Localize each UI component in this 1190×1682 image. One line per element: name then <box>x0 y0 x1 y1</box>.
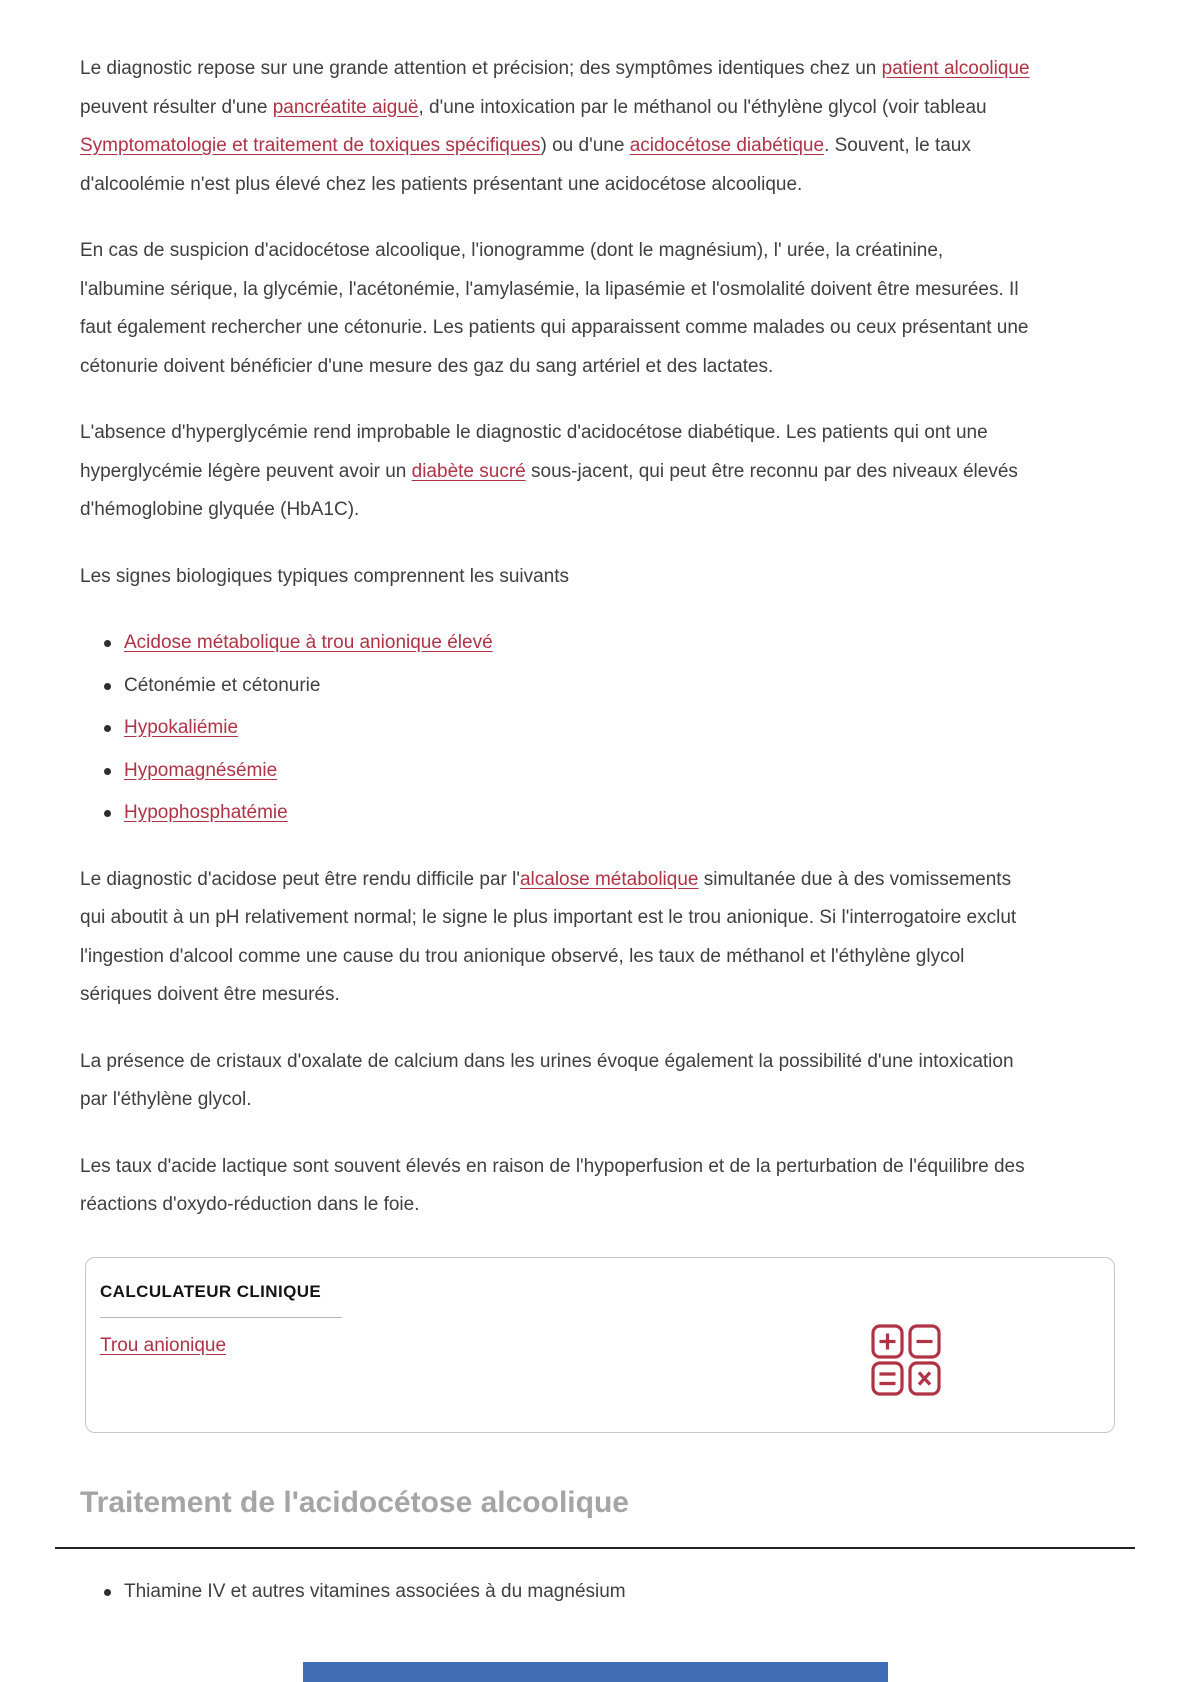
paragraph <box>80 861 1030 1015</box>
list-item <box>124 752 1030 791</box>
paragraph-text: La présence de cristaux d'oxalate de calcium dans les urines évoque également la possibilité d'une intoxication par l'éthylène glycol. <box>80 1050 1014 1110</box>
list-item <box>124 1573 1030 1612</box>
inline-link[interactable]: pancréatite aiguë <box>272 96 419 118</box>
paragraph-text: En cas de suspicion d'acidocétose alcoolique, l'ionogramme (dont le magnésium), l' urée, la créatinine, l'albumine sérique, la glycémie, l'acétonémie, l'amylasémie, la lipasémie et l'osmolalité doivent être mesurées. Il faut également rechercher une cétonurie. Les patients qui apparaissent comme malades ou ceux présentant une cétonurie doivent bénéficier d'une mesure des gaz du sang artériel et des lactates. <box>80 240 1029 377</box>
diagnosis-paragraphs <box>80 50 1030 530</box>
paragraph-text: Le diagnostic d'acidose peut être rendu difficile par l' <box>80 868 520 890</box>
list-item <box>124 709 1030 748</box>
paragraph <box>80 1148 1030 1225</box>
paragraph <box>80 414 1030 530</box>
paragraph-text: Les taux d'acide lactique sont souvent élevés en raison de l'hypoperfusion et de la perturbation de l'équilibre des réactions d'oxydo-réduction dans le foie. <box>80 1155 1025 1215</box>
list-item-text: Cétonémie et cétonurie <box>124 674 321 696</box>
paragraph-text: , d'une intoxication par le méthanol ou l'éthylène glycol (voir tableau <box>418 96 987 118</box>
paragraph-text: Le diagnostic repose sur une grande attention et précision; des symptômes identiques chez un <box>80 58 882 79</box>
inline-link[interactable]: acidocétose diabétique <box>629 135 825 156</box>
article-content <box>80 0 1030 1611</box>
paragraph-text: ) ou d'une <box>540 135 630 156</box>
clinical-calculator-card <box>85 1257 1115 1433</box>
paragraph-text: . Souvent, le taux d'alcoolémie n'est plus élevé chez les patients présentant une acidocétose alcoolique. <box>80 135 971 195</box>
paragraph <box>80 232 1030 386</box>
calculator-link[interactable]: Trou anionique <box>100 1334 227 1356</box>
list-item-text: Thiamine IV et autres vitamines associées à du magnésium <box>124 1580 626 1602</box>
inline-link[interactable]: patient alcoolique <box>881 58 1030 79</box>
inline-link[interactable]: Hypokaliémie <box>124 717 239 738</box>
treatment-list <box>80 1573 1030 1612</box>
list-item <box>124 794 1030 833</box>
list-item <box>124 624 1030 663</box>
calculator-card-divider <box>100 1317 342 1318</box>
treatment-section-heading: Traitement de l'acidocétose alcoolique <box>80 1485 629 1519</box>
paragraph-text: simultanée due à des vomissements qui aboutit à un pH relativement normal; le signe le plus important est le trou anionique. Si l'interrogatoire exclut l'ingestion d'alcool comme une cause du trou anionique observé, les taux de méthanol et l'éthylène glycol sériques doivent être mesurés. <box>80 868 1017 1005</box>
paragraph-text: peuvent résulter d'une <box>80 96 273 118</box>
calculator-card-title: CALCULATEUR CLINIQUE <box>100 1281 322 1301</box>
paragraph <box>80 1043 1030 1120</box>
findings-intro-line: Les signes biologiques typiques comprennent les suivants <box>80 565 570 587</box>
list-item <box>124 667 1030 706</box>
paragraph-text: sous-jacent, qui peut être reconnu par des niveaux élevés d'hémoglobine glyquée (HbA1C). <box>80 460 1018 520</box>
inline-link[interactable]: Hypophosphatémie <box>124 802 288 823</box>
inline-link[interactable]: Hypomagnésémie <box>124 759 278 781</box>
calculator-icon <box>871 1324 941 1396</box>
inline-link[interactable]: Symptomatologie et traitement de toxiques spécifiques <box>80 135 541 156</box>
paragraph-text: L'absence d'hyperglycémie rend improbable le diagnostic d'acidocétose diabétique. Les patients qui ont une hyperglycémie légère peuvent avoir un <box>80 422 988 482</box>
inline-link[interactable]: diabète sucré <box>411 460 526 482</box>
bottom-blue-bar <box>303 1662 888 1682</box>
section-divider <box>55 1547 1135 1549</box>
inline-link[interactable]: alcalose métabolique <box>519 868 699 890</box>
discussion-paragraphs <box>80 861 1030 1225</box>
inline-link[interactable]: Acidose métabolique à trou anionique élevé <box>124 632 493 653</box>
paragraph <box>80 50 1030 204</box>
findings-list <box>80 624 1030 833</box>
